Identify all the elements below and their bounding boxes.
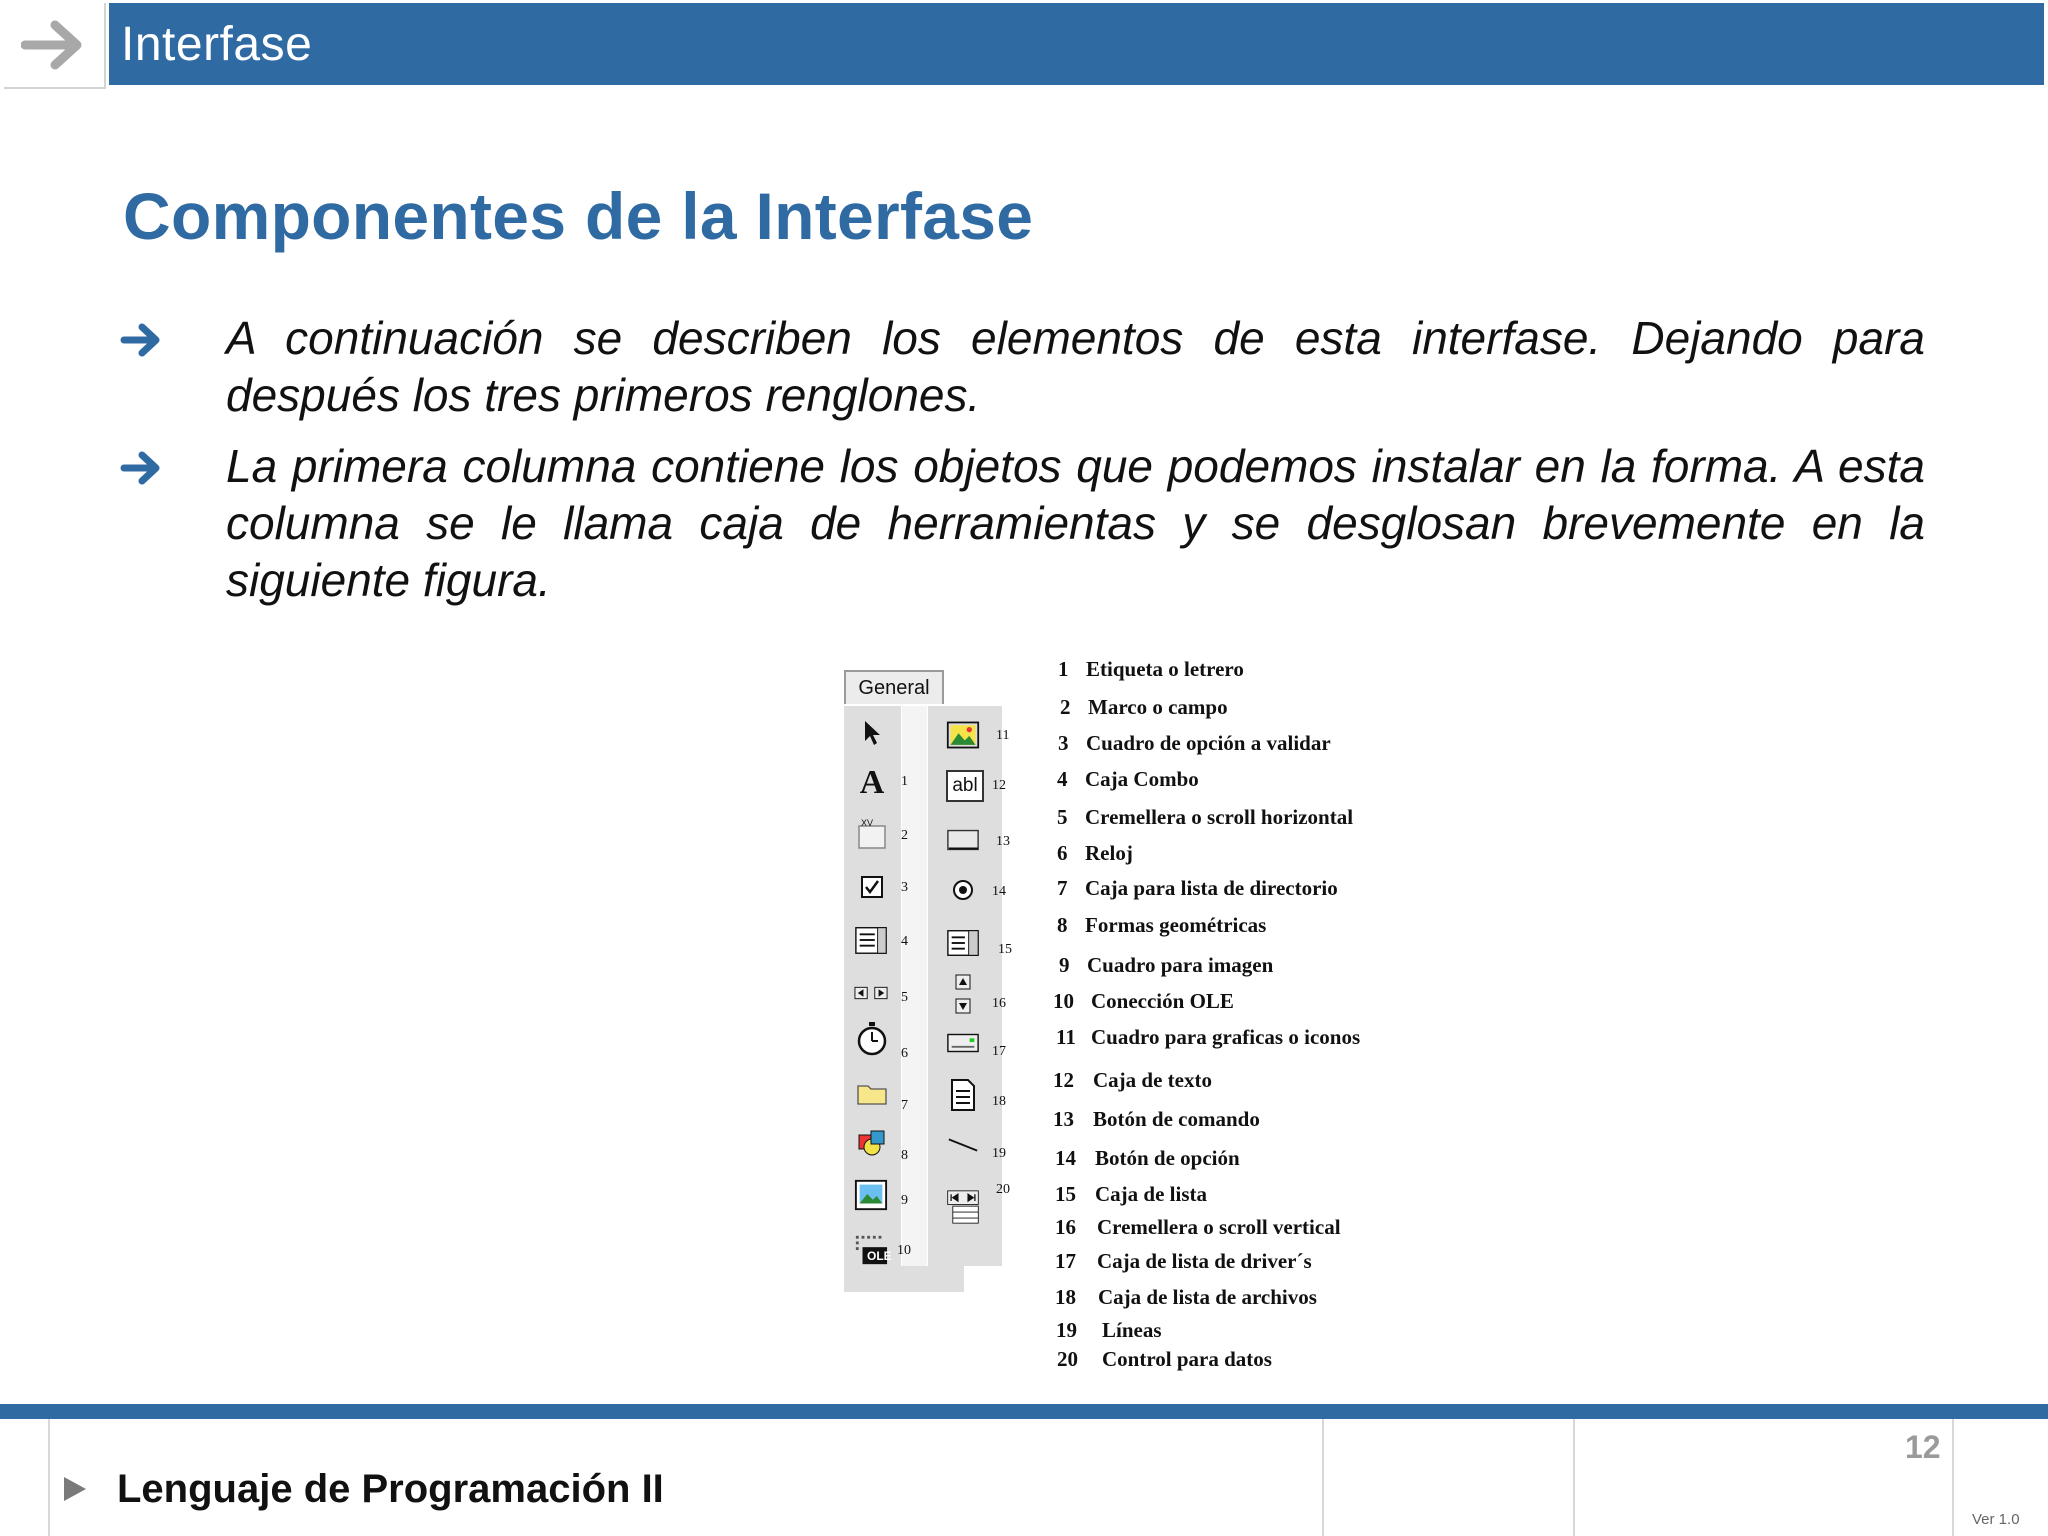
legend-text: Botón de comando (1093, 1107, 1260, 1131)
bullet-item (120, 310, 1925, 424)
legend-item (1055, 1249, 1312, 1274)
tool-number: 7 (901, 1098, 908, 1113)
bullet-item (120, 438, 1925, 609)
tool-number: 3 (901, 880, 908, 895)
ole-icon-text: OLE (867, 1249, 892, 1263)
legend-item (1057, 767, 1199, 792)
tool-number: 15 (998, 942, 1012, 957)
legend-text: Botón de opción (1095, 1146, 1240, 1170)
tool-number: 5 (901, 990, 908, 1005)
header-bar (109, 3, 2044, 85)
tool-number: 13 (996, 834, 1010, 849)
toolbox-base (844, 1266, 964, 1292)
legend-item (1056, 1025, 1360, 1050)
footer-bar (0, 1404, 2048, 1419)
footer-divider (1573, 1419, 1575, 1536)
frame-icon[interactable] (855, 818, 889, 852)
legend-text: Cuadro para graficas o iconos (1091, 1025, 1361, 1049)
legend-number: 9 (1059, 953, 1070, 977)
legend-number: 2 (1060, 695, 1071, 719)
legend-item (1055, 1146, 1240, 1171)
legend-number: 17 (1055, 1249, 1076, 1273)
legend-text: Cuadro para imagen (1087, 953, 1274, 977)
frame-icon-text: XV (861, 818, 874, 828)
legend-text: Cuadro de opción a validar (1086, 731, 1331, 755)
legend-item (1060, 695, 1228, 720)
legend-text: Marco o campo (1088, 695, 1228, 719)
footer-divider (1322, 1419, 1324, 1536)
legend-number: 15 (1055, 1182, 1076, 1206)
legend-number: 10 (1053, 989, 1074, 1013)
legend-text: Conección OLE (1091, 989, 1234, 1013)
legend-text: Caja Combo (1085, 767, 1199, 791)
legend-number: 6 (1057, 841, 1068, 865)
legend-item (1057, 1347, 1272, 1372)
tool-number: 11 (996, 728, 1010, 743)
legend-text: Caja de lista (1095, 1182, 1207, 1206)
legend-text: Caja de texto (1093, 1068, 1212, 1092)
legend-text: Reloj (1085, 841, 1133, 865)
legend-text: Cremellera o scroll horizontal (1085, 805, 1354, 829)
legend-number: 8 (1057, 913, 1068, 937)
toolbox-tab-general[interactable]: General (844, 670, 944, 704)
datacontrol-icon[interactable] (946, 1186, 980, 1228)
checkbox-icon[interactable] (855, 870, 889, 904)
legend-text: Caja para lista de directorio (1085, 876, 1338, 900)
legend-item (1057, 913, 1266, 938)
legend-number: 1 (1058, 657, 1069, 681)
dirlistbox-icon[interactable] (855, 1076, 889, 1110)
optionbutton-icon[interactable] (946, 873, 980, 907)
tool-number: 1 (901, 774, 908, 789)
pointer-icon[interactable] (855, 716, 889, 750)
tool-number: 19 (992, 1146, 1006, 1161)
footer-divider (48, 1419, 50, 1536)
legend-item (1057, 841, 1133, 866)
legend-number: 3 (1058, 731, 1069, 755)
bullet-arrow-icon (120, 320, 164, 360)
legend-item (1057, 876, 1338, 901)
listbox-icon[interactable] (946, 926, 980, 960)
legend-item (1055, 1285, 1317, 1310)
bullet-arrow-icon (120, 448, 164, 488)
legend-number: 12 (1053, 1068, 1074, 1092)
legend-text: Formas geométricas (1085, 913, 1267, 937)
tool-number: 4 (901, 934, 908, 949)
page-title: Componentes de la Interfase (123, 179, 1034, 253)
image-icon[interactable] (854, 1178, 888, 1212)
footer (0, 1419, 2048, 1536)
tool-number: 10 (897, 1243, 911, 1258)
legend-text: Líneas (1102, 1318, 1162, 1342)
legend-item (1058, 657, 1244, 682)
legend-number: 19 (1056, 1318, 1077, 1342)
vscrollbar-icon[interactable] (946, 973, 980, 1015)
legend-number: 11 (1056, 1025, 1076, 1049)
drivelistbox-icon[interactable] (946, 1026, 980, 1060)
page-number: 12 (1905, 1429, 1941, 1465)
legend-item (1058, 731, 1331, 756)
legend-number: 13 (1053, 1107, 1074, 1131)
tool-number: 6 (901, 1046, 908, 1061)
timer-icon[interactable] (855, 1022, 889, 1056)
tool-number: 17 (992, 1044, 1006, 1059)
bullet-text: La primera columna contiene los objetos que podemos instalar en la forma. A esta columna se le llama caja de herramientas y se desglosan brevemente en la siguiente figura. (226, 440, 1925, 606)
footer-divider (1952, 1419, 1954, 1536)
footer-course-title: Lenguaje de Programación II (117, 1467, 664, 1511)
legend-item (1056, 1318, 1162, 1343)
tool-number: 8 (901, 1148, 908, 1163)
header-title: Interfase (121, 17, 313, 71)
hscrollbar-icon[interactable] (854, 976, 888, 1010)
back-arrow-box[interactable] (4, 3, 106, 89)
legend-item (1055, 1215, 1341, 1240)
tool-number: 16 (992, 996, 1006, 1011)
toolbox-figure (840, 668, 1040, 1293)
tool-number: 2 (901, 828, 908, 843)
tool-number: 12 (992, 778, 1006, 793)
legend-number: 4 (1057, 767, 1068, 791)
legend-item (1055, 1182, 1207, 1207)
legend-item (1053, 1107, 1260, 1132)
legend-item (1053, 989, 1234, 1014)
textbox-icon[interactable]: abl (946, 770, 984, 802)
line-icon[interactable] (946, 1128, 980, 1162)
ole-icon[interactable] (854, 1233, 892, 1267)
shape-icon[interactable] (855, 1126, 889, 1160)
legend-item (1053, 1068, 1212, 1093)
legend-text: Caja de lista de archivos (1098, 1285, 1317, 1309)
commandbutton-icon[interactable] (946, 823, 980, 857)
version-label: Ver 1.0 (1972, 1511, 2020, 1528)
tool-number: 20 (996, 1182, 1010, 1197)
legend-number: 16 (1055, 1215, 1076, 1239)
legend-item (1057, 805, 1353, 830)
legend-text: Control para datos (1102, 1347, 1272, 1371)
bullet-text: A continuación se describen los elementos de esta interfase. Dejando para después los tres primeros renglones. (226, 312, 1925, 421)
legend-number: 5 (1057, 805, 1068, 829)
legend-number: 20 (1057, 1347, 1078, 1371)
legend-text: Caja de lista de driver´s (1097, 1249, 1312, 1273)
legend-text: Cremellera o scroll vertical (1097, 1215, 1341, 1239)
tool-number: 9 (901, 1193, 908, 1208)
play-icon (64, 1477, 86, 1501)
legend-number: 18 (1055, 1285, 1076, 1309)
combobox-icon[interactable] (854, 923, 888, 957)
picturebox-icon[interactable] (946, 718, 980, 752)
tool-number: 14 (992, 884, 1006, 899)
legend-text: Etiqueta o letrero (1086, 657, 1244, 681)
tool-number: 18 (992, 1094, 1006, 1109)
legend-number: 7 (1057, 876, 1068, 900)
label-icon[interactable]: A (859, 764, 885, 801)
legend-number: 14 (1055, 1146, 1076, 1170)
arrow-right-icon (21, 16, 87, 74)
filelistbox-icon[interactable] (946, 1078, 980, 1112)
legend-item (1059, 953, 1273, 978)
toolbox-number-strip (902, 706, 927, 1266)
